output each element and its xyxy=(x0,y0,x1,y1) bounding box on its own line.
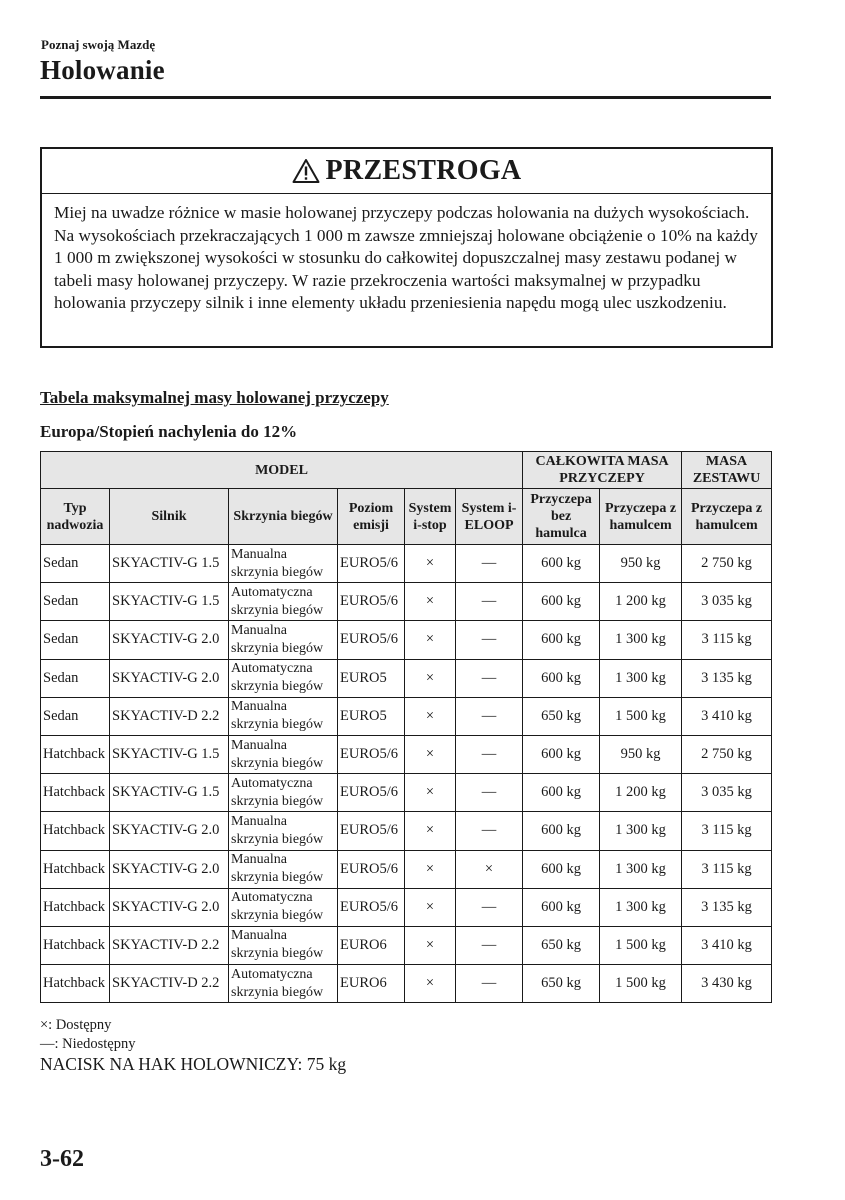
cell-engine: SKYACTIV-G 2.0 xyxy=(110,659,229,697)
cell-unbraked: 650 kg xyxy=(523,926,600,964)
cell-ieloop: — xyxy=(456,926,523,964)
cell-emission: EURO5/6 xyxy=(338,735,405,773)
cell-braked: 1 500 kg xyxy=(600,926,682,964)
caution-text: Miej na uwadze różnice w masie holowanej przyczepy podczas holowania na dużych wysokościach. Na wysokościach przekraczających 1 000 m zawsze zmniejszaj holowane obciążenie o 10% na każdy 1 000 m zwiększonej wysokości w stosunku do całkowitej dopuszczalnej masy zestawu podanej w tabeli masy holowanej przyczepy. W razie przekroczenia wartości maksymalnej w przypadku holowania przyczepy silnik i inne elementy układu przeniesienia napędu mogą ulec uszkodzeniu. xyxy=(54,203,758,313)
towing-capacity-table xyxy=(40,451,772,1003)
cell-emission: EURO5/6 xyxy=(338,888,405,926)
header-unbraked-trailer: Przyczepa bez hamulca xyxy=(523,489,600,545)
caution-box xyxy=(40,147,773,348)
table-row xyxy=(41,774,772,812)
cell-gearbox xyxy=(229,659,338,697)
cell-unbraked: 650 kg xyxy=(523,965,600,1003)
cell-braked: 1 300 kg xyxy=(600,888,682,926)
warning-triangle-icon xyxy=(292,158,320,184)
cell-istop: × xyxy=(405,888,456,926)
gearbox-line-2: skrzynia biegów xyxy=(231,564,324,580)
cell-body-type: Hatchback xyxy=(41,735,110,773)
cell-braked: 1 500 kg xyxy=(600,965,682,1003)
cell-gearbox xyxy=(229,888,338,926)
breadcrumb: Poznaj swoją Mazdę xyxy=(41,37,156,52)
table-row xyxy=(41,812,772,850)
header-emission: Poziom emisji xyxy=(338,489,405,545)
gearbox-line-2: skrzynia biegów xyxy=(231,755,324,771)
cell-engine: SKYACTIV-G 2.0 xyxy=(110,888,229,926)
cell-body-type: Hatchback xyxy=(41,850,110,888)
header-body-type: Typ nadwozia xyxy=(41,489,110,545)
header-total-trailer-mass: CAŁKOWITA MASA PRZYCZEPY xyxy=(523,452,682,489)
cell-body-type: Hatchback xyxy=(41,926,110,964)
gearbox-line-2: skrzynia biegów xyxy=(231,984,324,1000)
legend-available: ×: Dostępny xyxy=(40,1017,112,1033)
cell-body-type: Sedan xyxy=(41,621,110,659)
table-row xyxy=(41,926,772,964)
cell-ieloop: — xyxy=(456,545,523,583)
header-combination-mass: MASA ZESTAWU xyxy=(682,452,772,489)
cell-istop: × xyxy=(405,583,456,621)
cell-emission: EURO5 xyxy=(338,697,405,735)
cell-unbraked: 600 kg xyxy=(523,812,600,850)
cell-combination: 3 410 kg xyxy=(682,926,772,964)
legend xyxy=(40,1016,135,1054)
cell-combination: 3 035 kg xyxy=(682,774,772,812)
gearbox-line-1: Manualna xyxy=(231,928,287,944)
cell-emission: EURO5/6 xyxy=(338,583,405,621)
cell-body-type: Sedan xyxy=(41,545,110,583)
cell-unbraked: 600 kg xyxy=(523,545,600,583)
title-divider xyxy=(40,96,771,99)
cell-ieloop: — xyxy=(456,965,523,1003)
caution-header xyxy=(42,149,771,194)
table-row xyxy=(41,545,772,583)
cell-combination: 3 135 kg xyxy=(682,888,772,926)
cell-combination: 2 750 kg xyxy=(682,545,772,583)
cell-emission: EURO5/6 xyxy=(338,621,405,659)
cell-braked: 1 300 kg xyxy=(600,850,682,888)
legend-unavailable: —: Niedostępny xyxy=(40,1036,136,1052)
cell-emission: EURO5/6 xyxy=(338,812,405,850)
cell-braked: 1 300 kg xyxy=(600,812,682,850)
cell-ieloop: — xyxy=(456,621,523,659)
header-combination-braked: Przyczepa z hamulcem xyxy=(682,489,772,545)
cell-emission: EURO5 xyxy=(338,659,405,697)
cell-ieloop: — xyxy=(456,659,523,697)
cell-emission: EURO6 xyxy=(338,926,405,964)
region-heading: Europa/Stopień nachylenia do 12% xyxy=(40,422,298,441)
cell-gearbox xyxy=(229,583,338,621)
cell-istop: × xyxy=(405,697,456,735)
table-row xyxy=(41,621,772,659)
table-row xyxy=(41,697,772,735)
cell-combination: 3 410 kg xyxy=(682,697,772,735)
cell-combination: 3 430 kg xyxy=(682,965,772,1003)
cell-gearbox xyxy=(229,812,338,850)
gearbox-line-2: skrzynia biegów xyxy=(231,870,324,886)
cell-unbraked: 600 kg xyxy=(523,774,600,812)
cell-engine: SKYACTIV-G 2.0 xyxy=(110,850,229,888)
cell-body-type: Hatchback xyxy=(41,774,110,812)
cell-unbraked: 600 kg xyxy=(523,735,600,773)
gearbox-line-2: skrzynia biegów xyxy=(231,602,324,618)
header-model: MODEL xyxy=(41,452,523,489)
cell-emission: EURO5/6 xyxy=(338,545,405,583)
cell-gearbox xyxy=(229,735,338,773)
table-heading: Tabela maksymalnej masy holowanej przyczepy xyxy=(40,388,389,407)
cell-body-type: Sedan xyxy=(41,583,110,621)
cell-istop: × xyxy=(405,545,456,583)
gearbox-line-2: skrzynia biegów xyxy=(231,908,324,924)
cell-istop: × xyxy=(405,926,456,964)
cell-istop: × xyxy=(405,812,456,850)
cell-braked: 950 kg xyxy=(600,545,682,583)
gearbox-line-1: Automatyczna xyxy=(231,661,313,677)
cell-body-type: Hatchback xyxy=(41,965,110,1003)
gearbox-line-2: skrzynia biegów xyxy=(231,679,324,695)
cell-gearbox xyxy=(229,774,338,812)
table-row xyxy=(41,965,772,1003)
cell-engine: SKYACTIV-G 1.5 xyxy=(110,774,229,812)
cell-braked: 1 300 kg xyxy=(600,621,682,659)
cell-ieloop: — xyxy=(456,812,523,850)
cell-ieloop: — xyxy=(456,888,523,926)
cell-ieloop: — xyxy=(456,774,523,812)
header-braked-trailer: Przyczepa z hamulcem xyxy=(600,489,682,545)
tongue-load-note: NACISK NA HAK HOLOWNICZY: 75 kg xyxy=(40,1054,347,1074)
cell-istop: × xyxy=(405,621,456,659)
cell-ieloop: × xyxy=(456,850,523,888)
header-istop: System i-stop xyxy=(405,489,456,545)
cell-braked: 1 200 kg xyxy=(600,774,682,812)
cell-gearbox xyxy=(229,850,338,888)
cell-braked: 950 kg xyxy=(600,735,682,773)
gearbox-line-1: Automatyczna xyxy=(231,890,313,906)
header-gearbox: Skrzynia biegów xyxy=(229,489,338,545)
cell-engine: SKYACTIV-D 2.2 xyxy=(110,926,229,964)
gearbox-line-1: Automatyczna xyxy=(231,584,313,600)
cell-unbraked: 600 kg xyxy=(523,621,600,659)
gearbox-line-1: Manualna xyxy=(231,546,287,562)
cell-engine: SKYACTIV-G 1.5 xyxy=(110,735,229,773)
cell-unbraked: 600 kg xyxy=(523,850,600,888)
cell-body-type: Sedan xyxy=(41,659,110,697)
cell-gearbox xyxy=(229,697,338,735)
cell-braked: 1 300 kg xyxy=(600,659,682,697)
cell-emission: EURO5/6 xyxy=(338,850,405,888)
cell-ieloop: — xyxy=(456,735,523,773)
cell-emission: EURO5/6 xyxy=(338,774,405,812)
gearbox-line-2: skrzynia biegów xyxy=(231,946,324,962)
cell-unbraked: 600 kg xyxy=(523,888,600,926)
table-row xyxy=(41,735,772,773)
gearbox-line-2: skrzynia biegów xyxy=(231,793,324,809)
gearbox-line-1: Manualna xyxy=(231,852,287,868)
cell-combination: 2 750 kg xyxy=(682,735,772,773)
cell-unbraked: 600 kg xyxy=(523,659,600,697)
cell-engine: SKYACTIV-G 2.0 xyxy=(110,812,229,850)
header-engine: Silnik xyxy=(110,489,229,545)
cell-istop: × xyxy=(405,659,456,697)
cell-body-type: Hatchback xyxy=(41,812,110,850)
cell-engine: SKYACTIV-G 1.5 xyxy=(110,583,229,621)
gearbox-line-1: Manualna xyxy=(231,622,287,638)
gearbox-line-2: skrzynia biegów xyxy=(231,717,324,733)
cell-engine: SKYACTIV-D 2.2 xyxy=(110,697,229,735)
cell-combination: 3 035 kg xyxy=(682,583,772,621)
caution-title: PRZESTROGA xyxy=(325,155,522,186)
page-title: Holowanie xyxy=(40,55,165,85)
cell-emission: EURO6 xyxy=(338,965,405,1003)
cell-body-type: Hatchback xyxy=(41,888,110,926)
cell-unbraked: 600 kg xyxy=(523,583,600,621)
cell-combination: 3 115 kg xyxy=(682,621,772,659)
gearbox-line-2: skrzynia biegów xyxy=(231,640,324,656)
table-row xyxy=(41,888,772,926)
gearbox-line-1: Automatyczna xyxy=(231,775,313,791)
cell-ieloop: — xyxy=(456,697,523,735)
cell-gearbox xyxy=(229,926,338,964)
cell-combination: 3 135 kg xyxy=(682,659,772,697)
cell-engine: SKYACTIV-G 2.0 xyxy=(110,621,229,659)
table-row xyxy=(41,583,772,621)
gearbox-line-1: Automatyczna xyxy=(231,966,313,982)
cell-istop: × xyxy=(405,850,456,888)
gearbox-line-1: Manualna xyxy=(231,699,287,715)
gearbox-line-1: Manualna xyxy=(231,813,287,829)
cell-braked: 1 500 kg xyxy=(600,697,682,735)
cell-ieloop: — xyxy=(456,583,523,621)
cell-gearbox xyxy=(229,545,338,583)
cell-gearbox xyxy=(229,621,338,659)
gearbox-line-2: skrzynia biegów xyxy=(231,831,324,847)
table-row xyxy=(41,659,772,697)
cell-combination: 3 115 kg xyxy=(682,812,772,850)
cell-engine: SKYACTIV-G 1.5 xyxy=(110,545,229,583)
table-row xyxy=(41,850,772,888)
cell-istop: × xyxy=(405,965,456,1003)
header-ieloop: System i-ELOOP xyxy=(456,489,523,545)
cell-body-type: Sedan xyxy=(41,697,110,735)
gearbox-line-1: Manualna xyxy=(231,737,287,753)
cell-istop: × xyxy=(405,774,456,812)
cell-unbraked: 650 kg xyxy=(523,697,600,735)
cell-combination: 3 115 kg xyxy=(682,850,772,888)
cell-istop: × xyxy=(405,735,456,773)
cell-engine: SKYACTIV-D 2.2 xyxy=(110,965,229,1003)
cell-gearbox xyxy=(229,965,338,1003)
cell-braked: 1 200 kg xyxy=(600,583,682,621)
page-number: 3-62 xyxy=(40,1146,84,1172)
